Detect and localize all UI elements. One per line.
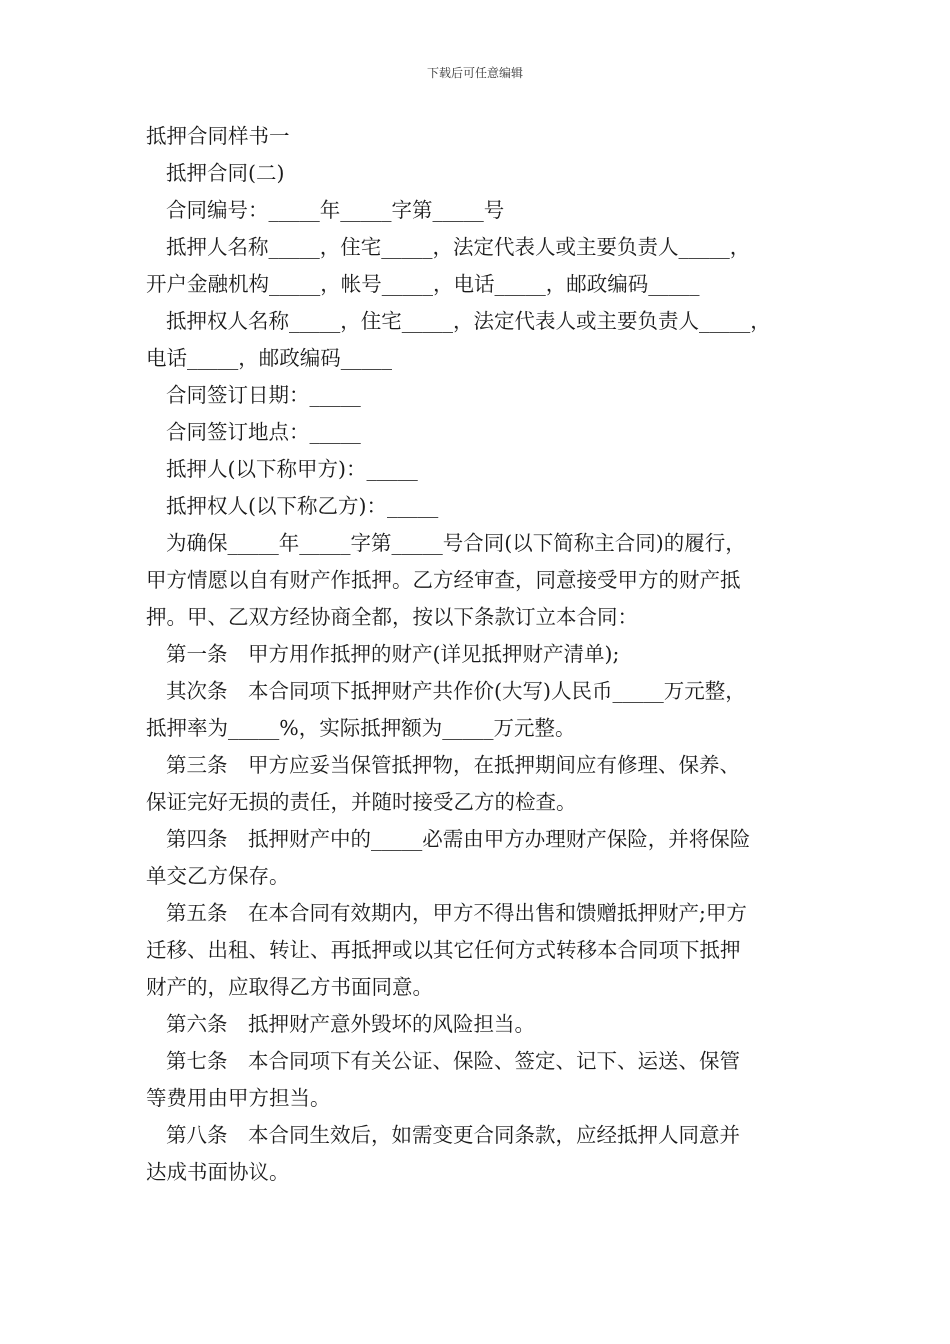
party-a-line: 抵押人(以下称甲方)：_____ [166,457,418,481]
article-6: 第六条 抵押财产意外毁坏的风险担当。 [166,1012,535,1036]
article-4-line-2: 单交乙方保存。 [146,864,290,888]
signing-date-line: 合同签订日期：_____ [166,383,361,407]
article-5-line-3: 财产的，应取得乙方书面同意。 [146,975,433,999]
doc-title: 抵押合同样书一 [146,124,290,148]
article-1: 第一条 甲方用作抵押的财产(详见抵押财产清单); [166,642,620,666]
mortgagee-info-line-1: 抵押权人名称_____，住宅_____，法定代表人或主要负责人_____， [166,309,771,333]
signing-place-line: 合同签订地点：_____ [166,420,361,444]
article-2-line-1: 其次条 本合同项下抵押财产共作价(大写)人民币_____万元整， [166,679,746,703]
article-4-line-1: 第四条 抵押财产中的_____必需由甲方办理财产保险，并将保险 [166,827,751,851]
contract-body [146,118,818,1191]
article-7-line-2: 等费用由甲方担当。 [146,1086,331,1110]
article-7-line-1: 第七条 本合同项下有关公证、保险、签定、记下、运送、保管 [166,1049,740,1073]
article-2-line-2: 抵押率为_____%，实际抵押额为_____万元整。 [146,716,576,740]
mortgagor-info-line-2: 开户金融机构_____，帐号_____，电话_____，邮政编码_____ [146,272,700,296]
preamble-line-3: 押。甲、乙双方经协商全都，按以下条款订立本合同： [146,605,638,629]
preamble-line-1: 为确保_____年_____字第_____号合同(以下简称主合同)的履行， [166,531,746,555]
contract-number-line: 合同编号：_____年_____字第_____号 [166,198,505,222]
article-5-line-1: 第五条 在本合同有效期内，甲方不得出售和馈赠抵押财产;甲方 [166,901,747,925]
article-3-line-2: 保证完好无损的责任，并随时接受乙方的检查。 [146,790,577,814]
mortgagor-info-line-1: 抵押人名称_____，住宅_____，法定代表人或主要负责人_____， [166,235,751,259]
article-8-line-2: 达成书面协议。 [146,1160,290,1184]
article-8-line-1: 第八条 本合同生效后，如需变更合同条款，应经抵押人同意并 [166,1123,740,1147]
article-3-line-1: 第三条 甲方应妥当保管抵押物，在抵押期间应有修理、保养、 [166,753,740,777]
contract-subtitle: 抵押合同(二) [166,161,285,185]
header-note: 下载后可任意编辑 [426,66,523,80]
preamble-line-2: 甲方情愿以自有财产作抵押。乙方经审查，同意接受甲方的财产抵 [146,568,741,592]
article-5-line-2: 迁移、出租、转让、再抵押或以其它任何方式转移本合同项下抵押 [146,938,741,962]
party-b-line: 抵押权人(以下称乙方)：_____ [166,494,439,518]
mortgagee-info-line-2: 电话_____，邮政编码_____ [146,346,392,370]
